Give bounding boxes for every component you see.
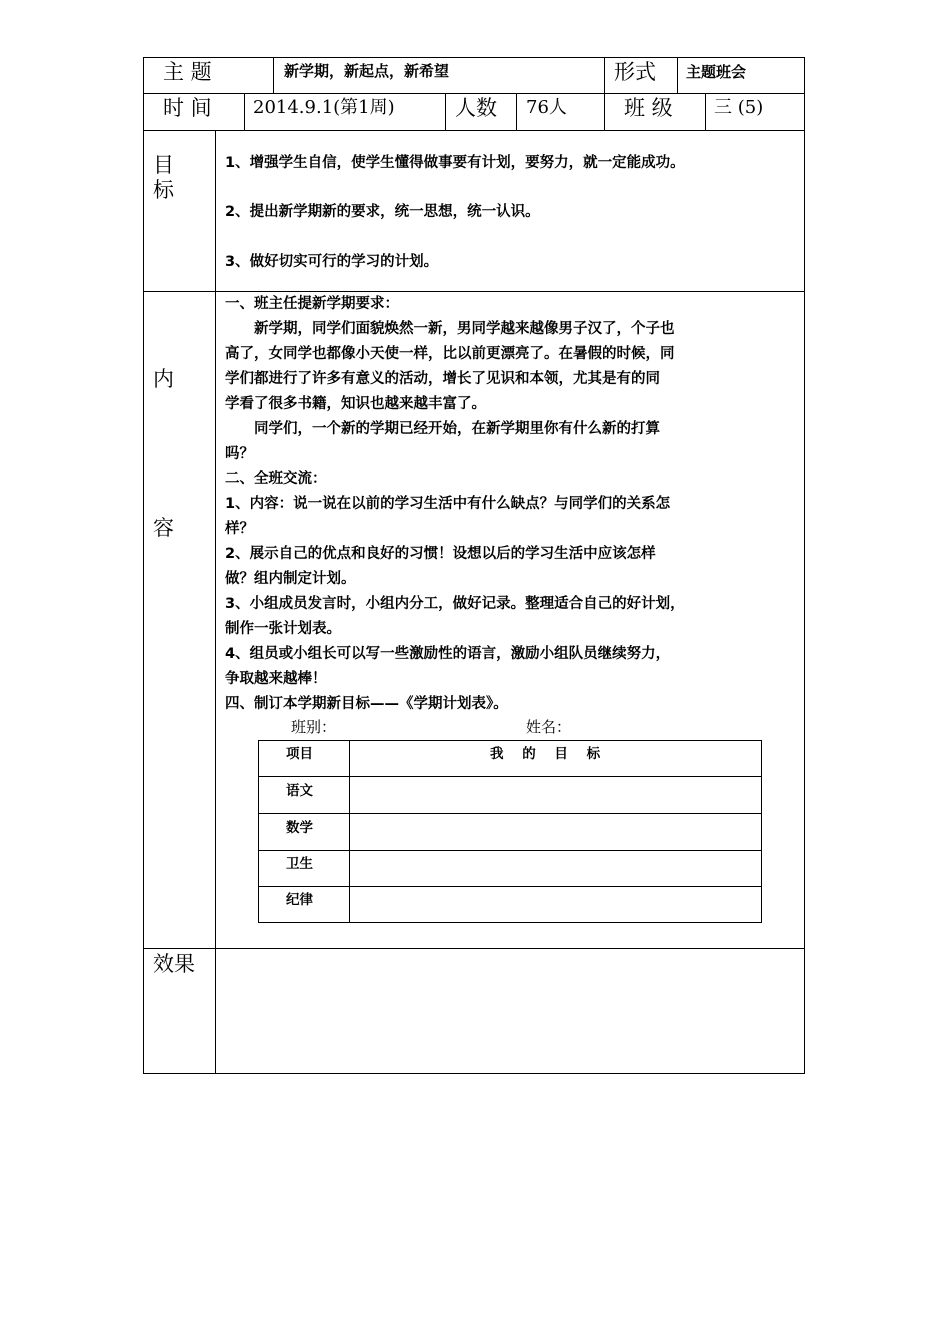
col-divider	[604, 57, 605, 94]
content-line: 学们都进行了许多有意义的活动，增长了见识和本领，尤其是有的同	[225, 371, 660, 387]
goals-label-2: 标	[153, 178, 174, 202]
plan-row-discipline: 纪律	[286, 892, 313, 908]
time-value: 2014.9.1(第1周)	[253, 97, 395, 118]
goal-item-1: 1、增强学生自信，使学生懂得做事要有计划，要努力，就一定能成功。	[225, 155, 685, 171]
class-label: 班 级	[624, 96, 673, 120]
plan-header-goal: 我 的 目 标	[490, 746, 601, 762]
plan-table-line	[761, 740, 762, 923]
frame-left	[143, 57, 144, 1074]
plan-table-line	[258, 740, 259, 923]
frame-right	[804, 57, 805, 1074]
time-label: 时 间	[163, 96, 212, 120]
count-label: 人数	[455, 96, 497, 120]
col-divider	[705, 93, 706, 131]
col-divider	[445, 93, 446, 131]
content-line: 同学们，一个新的学期已经开始，在新学期里你有什么新的打算	[225, 421, 660, 437]
col-divider	[244, 93, 245, 131]
content-line: 样？	[225, 521, 254, 537]
form-label: 形式	[614, 60, 656, 84]
plan-table-line	[258, 740, 762, 741]
content-line: 二、全班交流：	[225, 471, 327, 487]
effect-label: 效果	[153, 952, 195, 976]
form-value: 主题班会	[686, 63, 747, 81]
content-line: 新学期，同学们面貌焕然一新，男同学越来越像男子汉了，个子也	[225, 321, 675, 337]
row-divider	[143, 291, 805, 292]
topic-label: 主 题	[163, 60, 212, 84]
content-line: 1、内容：说一说在以前的学习生活中有什么缺点？与同学们的关系怎	[225, 496, 671, 512]
plan-row-chinese: 语文	[286, 783, 313, 799]
class-field-label: 班别：	[291, 718, 337, 736]
topic-value: 新学期，新起点，新希望	[284, 62, 450, 80]
class-value: 三 (5)	[714, 97, 764, 118]
content-line: 四、制订本学期新目标——《学期计划表》。	[225, 696, 508, 712]
plan-table-line	[258, 886, 762, 887]
col-divider	[516, 93, 517, 131]
plan-table-line	[258, 776, 762, 777]
content-line: 3、小组成员发言时，小组内分工，做好记录。整理适合自己的好计划，	[225, 596, 685, 612]
content-line: 争取越来越棒！	[225, 671, 327, 687]
name-field-label: 姓名：	[526, 718, 572, 736]
goal-item-2: 2、提出新学期新的要求，统一思想，统一认识。	[225, 204, 540, 220]
plan-header-item: 项目	[286, 746, 313, 762]
content-line: 一、班主任提新学期要求：	[225, 296, 399, 312]
row-divider	[143, 948, 805, 949]
col-divider	[604, 93, 605, 131]
col-divider	[677, 57, 678, 94]
plan-table-line	[258, 850, 762, 851]
content-line: 高了，女同学也都像小天使一样，比以前更漂亮了。在暑假的时候，同	[225, 346, 675, 362]
content-line: 制作一张计划表。	[225, 621, 341, 637]
col-divider	[273, 57, 274, 94]
label-col-divider	[215, 130, 216, 1074]
content-label-1: 内	[153, 367, 174, 391]
goals-label-1: 目	[153, 153, 174, 177]
plan-table-line	[258, 922, 762, 923]
content-line: 2、展示自己的优点和良好的习惯！设想以后的学习生活中应该怎样	[225, 546, 656, 562]
content-line: 4、组员或小组长可以写一些激励性的语言，激励小组队员继续努力，	[225, 646, 671, 662]
content-line: 做？组内制定计划。	[225, 571, 356, 587]
plan-table-line	[349, 740, 350, 923]
content-label-2: 容	[153, 516, 174, 540]
plan-row-math: 数学	[286, 820, 313, 836]
plan-row-hygiene: 卫生	[286, 856, 313, 872]
content-line: 吗？	[225, 446, 254, 462]
frame-bottom	[143, 1073, 805, 1074]
plan-table-line	[258, 813, 762, 814]
count-value: 76人	[526, 97, 567, 118]
content-line: 学看了很多书籍，知识也越来越丰富了。	[225, 396, 486, 412]
goal-item-3: 3、做好切实可行的学习的计划。	[225, 254, 439, 270]
frame-top	[143, 57, 805, 58]
